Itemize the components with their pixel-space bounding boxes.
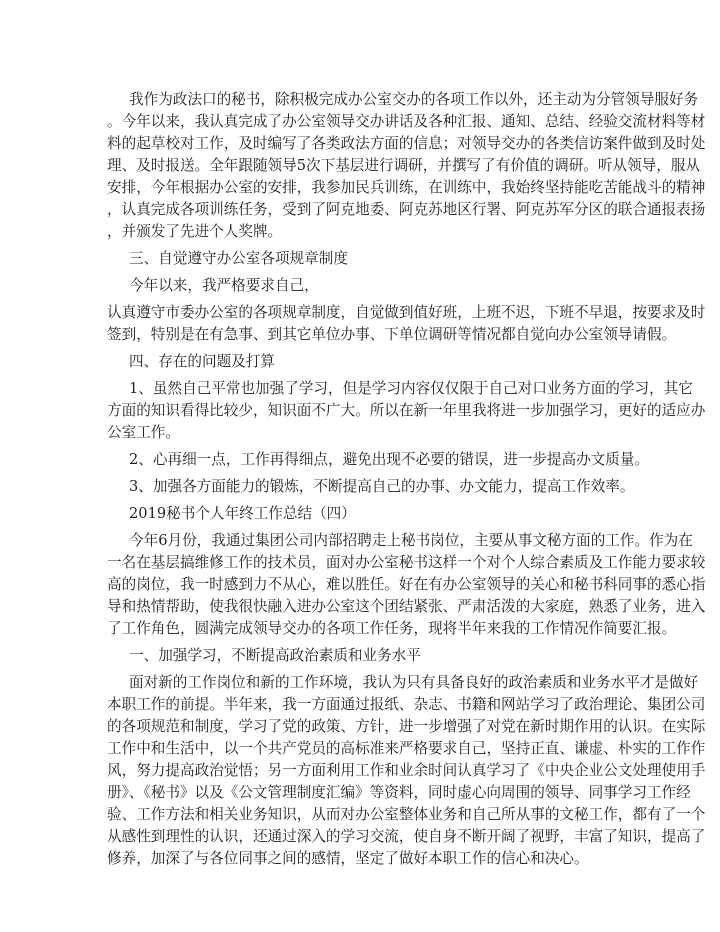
paragraph [107, 476, 635, 498]
text-line: 。今年以来，我认真完成了办公室领导交办讲话及各种汇报、通知、总结、经验交流材料等材 [107, 113, 706, 130]
text-line: 风，努力提高政治觉悟；另一方面利用工作和业余时间认真学习了《中央企业公文处理使用手 [107, 762, 706, 779]
text-line: 公室工作。 [107, 424, 180, 441]
text-line: 方面的知识看得比较少，知识面不广大。所以在新一年里我将进一步加强学习，更好的适应办 [107, 402, 706, 419]
text-line: 认真遵守市委办公室的各项规章制度，自觉做到值好班，上班不迟，下班不早退，按要求及时 [107, 304, 706, 321]
text-line: 修养，加深了与各位同事之间的感情，坚定了做好本职工作的信心和决心。 [107, 850, 589, 867]
paragraph [107, 645, 615, 667]
paragraph [107, 351, 615, 373]
text-line: 我作为政法口的秘书，除积极完成办公室交办的各项工作以外，还主动为分管领导服好务 [129, 91, 699, 108]
paragraph [107, 248, 615, 270]
text-line: 3、加强各方面能力的锻炼，不断提高自己的办事、办文能力，提高工作效率。 [129, 478, 635, 495]
text-line: 册》、《秘书》以及《公文管理制度汇编》等资料，同时虚心向周围的领导、同事学习工作经 [107, 784, 691, 801]
paragraph [107, 530, 706, 640]
document-page [107, 89, 706, 875]
text-line: 料的起草校对工作，及时编写了各类政法方面的信息；对领导交办的各类信访案件做到及时处 [107, 135, 706, 152]
text-line: 从感性到理性的认识，还通过深入的学习交流，使自身不断开阔了视野，丰富了知识，提高了 [107, 828, 706, 845]
text-line: 工作中和生活中，以一个共产党员的高标准来严格要求自己，坚持正直、谦虚、朴实的工作作 [107, 740, 706, 757]
text-line: 1、虽然自己平常也加强了学习，但是学习内容仅仅限于自己对口业务方面的学习，其它 [129, 380, 693, 397]
text-line: 签到，特别是在有急事、到其它单位办事、下单位调研等情况都自觉向办公室领导请假。 [107, 326, 677, 343]
text-line: 面对新的工作岗位和新的工作环境，我认为只有具备良好的政治素质和业务水平才是做好 [129, 674, 699, 691]
text-line: ，并颁发了先进个人奖牌。 [107, 223, 283, 240]
text-line: 理、及时报送。全年跟随领导5次下基层进行调研，并撰写了有价值的调研。听从领导，服从 [107, 157, 701, 174]
text-line: 一名在基层搞维修工作的技术员，面对办公室秘书这样一个对个人综合素质及工作能力要求较 [107, 554, 706, 571]
text-line: 的各项规范和制度，学习了党的政策、方针，进一步增强了对党在新时期作用的认识。在实际 [107, 718, 706, 735]
paragraph [107, 449, 650, 471]
paragraph [107, 275, 615, 297]
text-line: 2、心再细一点，工作再得细点，避免出现不必要的错误，进一步提高办文质量。 [129, 451, 650, 468]
text-line: 今年6月份，我通过集团公司内部招聘走上秘书岗位，主要从事文秘方面的工作。作为在 [129, 532, 693, 549]
text-line: 三、自觉遵守办公室各项规章制度 [129, 250, 348, 267]
paragraph [107, 503, 615, 525]
text-line: 四、存在的问题及打算 [129, 353, 275, 370]
text-line: 了工作角色，圆满完成领导交办的各项工作任务，现将半年来我的工作情况作简要汇报。 [107, 620, 677, 637]
text-line: 验、工作方法和相关业务知识，从而对办公室整体业务和自己所从事的文秘工作，都有了一个 [107, 806, 706, 823]
text-line: 安排，今年根据办公室的安排，我参加民兵训练，在训练中，我始终坚持能吃苦能战斗的精神 [107, 179, 706, 196]
paragraph [107, 89, 706, 243]
text-line: 本职工作的前提。半年来，我一方面通过报纸、杂志、书籍和网站学习了政治理论、集团公司 [107, 696, 706, 713]
paragraph [107, 302, 706, 346]
text-line: 导和热情帮助，使我很快融入进办公室这个团结紧张、严肃活泼的大家庭，熟悉了业务，进入 [107, 598, 706, 615]
paragraph [107, 672, 706, 870]
text-line: 高的岗位，我一时感到力不从心，难以胜任。好在有办公室领导的关心和秘书科同事的悉心指 [107, 576, 706, 593]
paragraph [107, 378, 706, 444]
text-line: 一、加强学习，不断提高政治素质和业务水平 [129, 647, 421, 664]
text-line: 今年以来，我严格要求自己， [129, 277, 319, 294]
text-line: ，认真完成各项训练任务，受到了阿克地委、阿克苏地区行署、阿克苏军分区的联合通报表扬 [107, 201, 706, 218]
text-line: 2019秘书个人年终工作总结（四） [129, 505, 356, 522]
